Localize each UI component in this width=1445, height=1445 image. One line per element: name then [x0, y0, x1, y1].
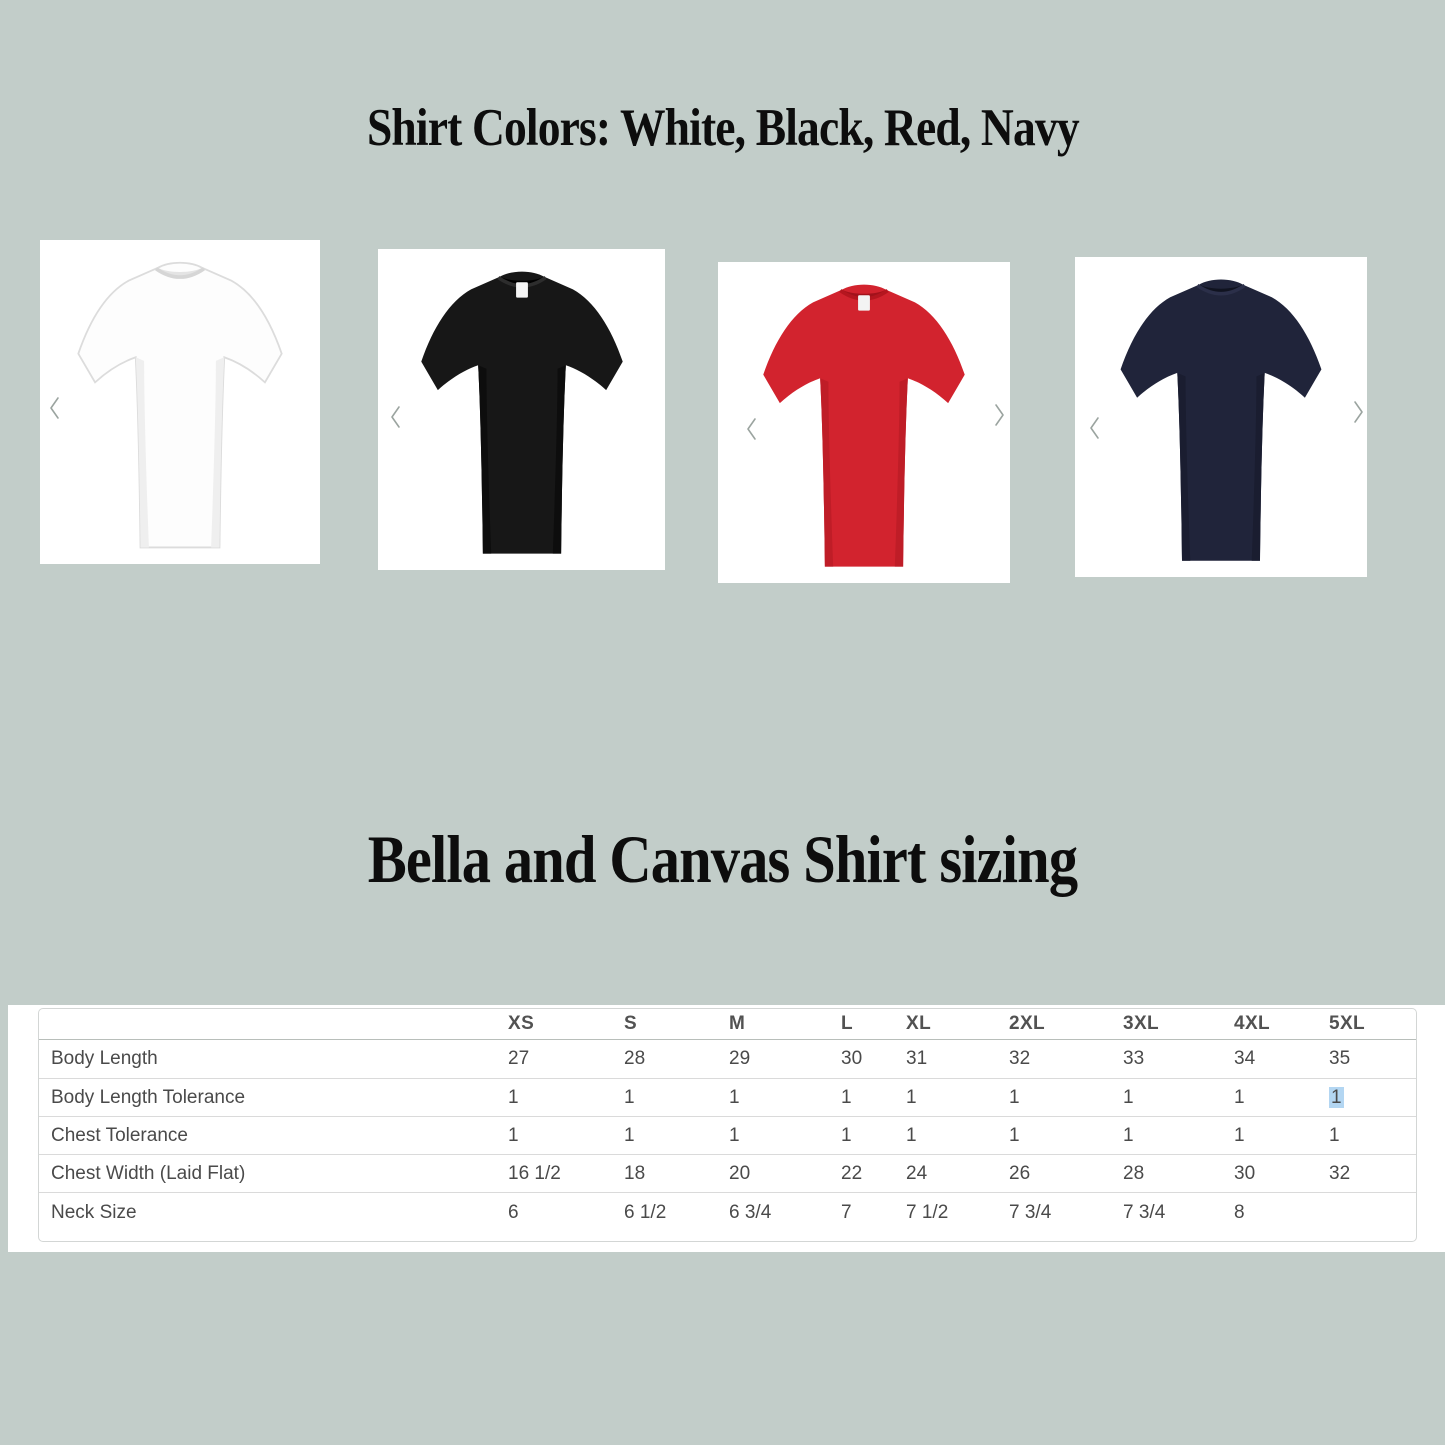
carousel-image-red-shirt[interactable]: [718, 262, 1010, 583]
sizing-title: Bella and Canvas Shirt sizing: [367, 821, 1078, 897]
size-header-l: L: [829, 1009, 894, 1040]
carousel-image-white-shirt[interactable]: [40, 240, 320, 564]
red-tshirt-image: [745, 268, 982, 576]
sizing-table-panel: [8, 1005, 1445, 1252]
sizing-table: [38, 1008, 1417, 1242]
chevron-left-icon[interactable]: [47, 395, 63, 421]
size-header-5xl: 5XL: [1317, 1009, 1416, 1040]
shirt-colors-title: Shirt Colors: White, Black, Red, Navy: [366, 99, 1079, 157]
table-row-chest-tolerance: Chest Tolerance 1 1 1 1 1 1 1 1 1: [39, 1116, 1416, 1154]
size-header-xl: XL: [894, 1009, 997, 1040]
white-tshirt-image: [60, 246, 299, 557]
carousel-image-navy-shirt[interactable]: [1075, 257, 1367, 577]
size-header-s: S: [612, 1009, 717, 1040]
chevron-left-icon[interactable]: [1087, 415, 1103, 441]
row-label: Neck Size: [39, 1192, 496, 1242]
size-header-4xl: 4XL: [1222, 1009, 1317, 1040]
row-label: Chest Width (Laid Flat): [39, 1154, 496, 1192]
size-header-xs: XS: [496, 1009, 612, 1040]
table-row-neck-size: Neck Size 6 6 1/2 6 3/4 7 7 1/2 7 3/4 7 3/4 8: [39, 1192, 1416, 1242]
chevron-right-icon[interactable]: [991, 402, 1007, 428]
navy-tshirt-image: [1103, 263, 1339, 570]
row-label: Body Length: [51, 1048, 158, 1069]
size-header-row: [39, 1009, 1416, 1040]
table-row-chest-width: Chest Width (Laid Flat) 16 1/2 18 20 22 24 26 28 30 32: [39, 1154, 1416, 1192]
black-tshirt-image: [403, 255, 640, 563]
chevron-right-icon[interactable]: [1350, 399, 1366, 425]
size-header-2xl: 2XL: [997, 1009, 1111, 1040]
neck-label: [516, 283, 528, 298]
neck-label: [858, 296, 870, 311]
carousel-image-black-shirt[interactable]: [378, 249, 665, 570]
table-row-body-length: Body Length 27 28 29 30 31 32 33 34 35: [39, 1040, 1416, 1078]
chevron-left-icon[interactable]: [388, 404, 404, 430]
chevron-left-icon[interactable]: [744, 416, 760, 442]
row-label: Chest Tolerance: [39, 1116, 496, 1154]
size-header-empty: [39, 1009, 496, 1040]
selected-text-highlight: 1: [1331, 1086, 1342, 1108]
size-header-3xl: 3XL: [1111, 1009, 1222, 1040]
table-row-body-length-tolerance: Body Length Tolerance 1 1 1 1 1 1 1 1 1: [39, 1078, 1416, 1116]
size-header-m: M: [717, 1009, 829, 1040]
row-label: Body Length Tolerance: [39, 1078, 496, 1116]
